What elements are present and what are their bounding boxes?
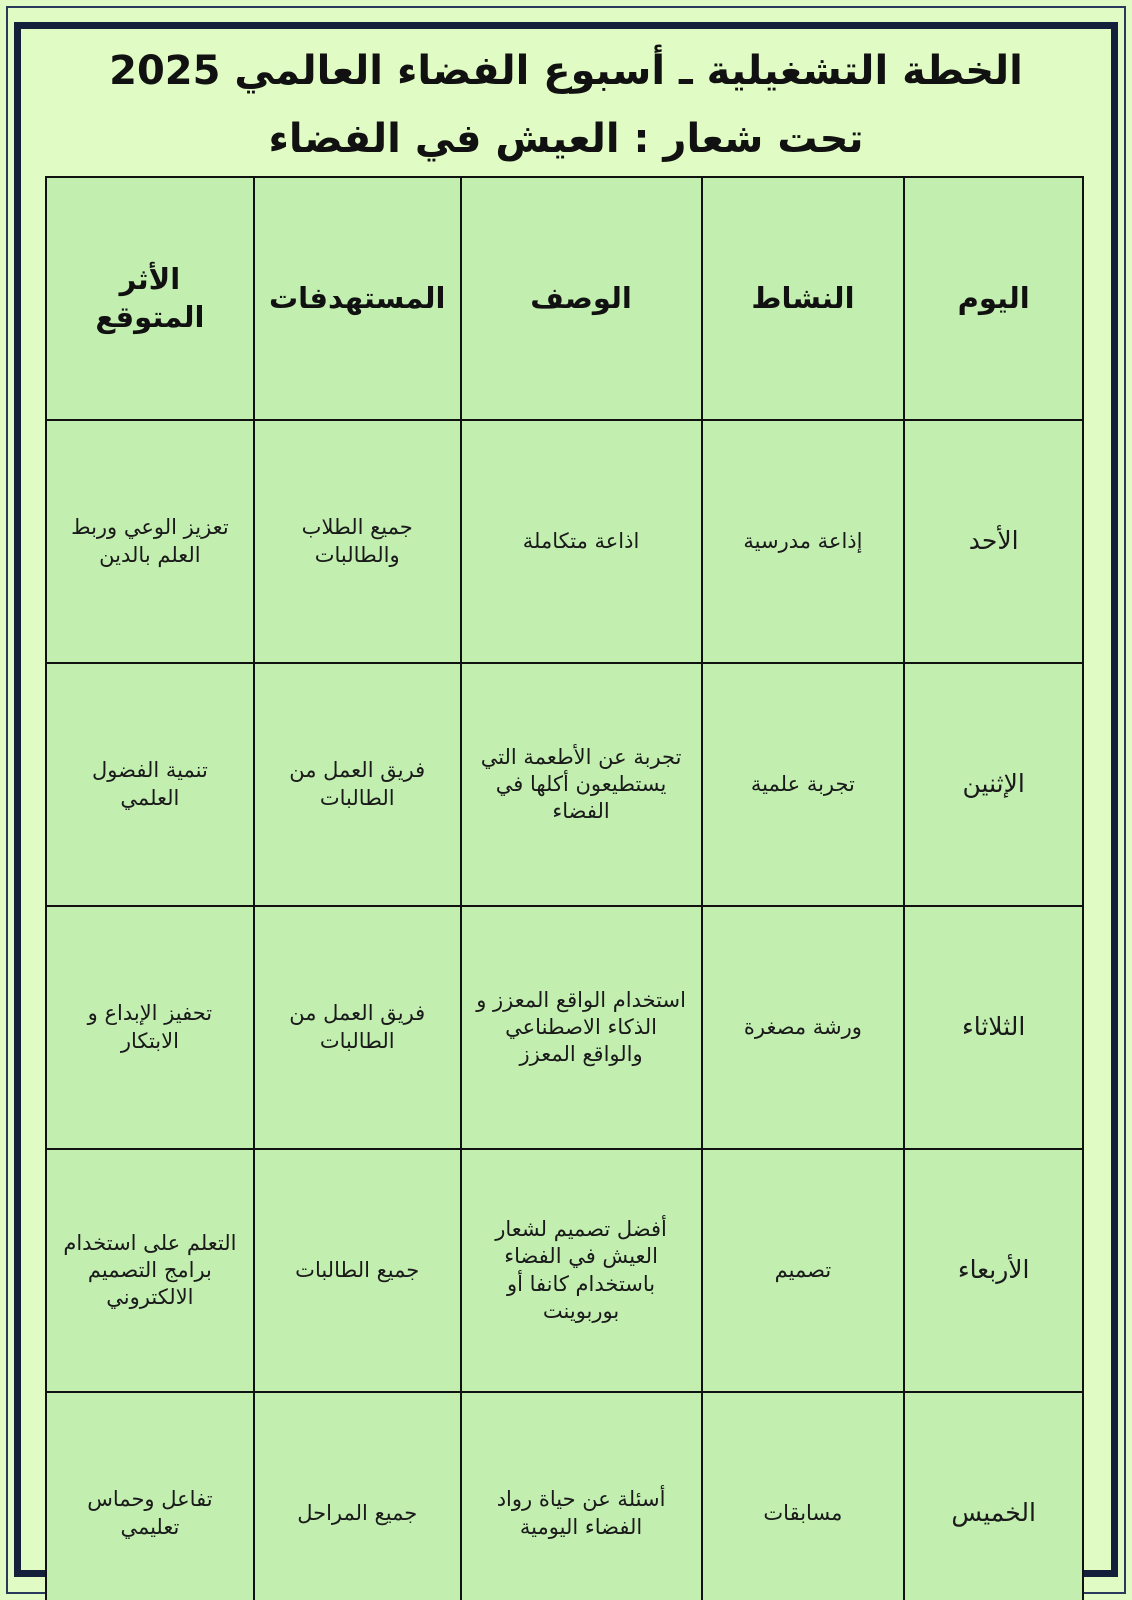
column-header-day: اليوم [904, 177, 1083, 420]
cell-activity: إذاعة مدرسية [702, 420, 905, 663]
table-row [46, 906, 1083, 1149]
cell-impact: التعلم على استخدام برامج التصميم الالكتروني [46, 1149, 254, 1392]
cell-day: الخميس [904, 1392, 1083, 1600]
column-header-activity: النشاط [702, 177, 905, 420]
cell-description: أسئلة عن حياة رواد الفضاء اليومية [461, 1392, 702, 1600]
cell-description: استخدام الواقع المعزز و الذكاء الاصطناعي والواقع المعزز [461, 906, 702, 1149]
table-row [46, 1149, 1083, 1392]
cell-day: الثلاثاء [904, 906, 1083, 1149]
cell-description: اذاعة متكاملة [461, 420, 702, 663]
cell-impact: تعزيز الوعي وربط العلم بالدين [46, 420, 254, 663]
cell-target: جميع المراحل [254, 1392, 461, 1600]
cell-day: الأربعاء [904, 1149, 1083, 1392]
cell-description: تجربة عن الأطعمة التي يستطيعون أكلها في الفضاء [461, 663, 702, 906]
column-header-target: المستهدفات [254, 177, 461, 420]
cell-activity: تصميم [702, 1149, 905, 1392]
page-title: الخطة التشغيلية ـ أسبوع الفضاء العالمي 2025 [109, 48, 1023, 94]
column-header-impact: الأثر المتوقع [46, 177, 254, 420]
cell-description: أفضل تصميم لشعار العيش في الفضاء باستخدام كانفا أو بوربوينت [461, 1149, 702, 1392]
cell-day: الأحد [904, 420, 1083, 663]
table-row [46, 420, 1083, 663]
cell-day: الإثنين [904, 663, 1083, 906]
table-row [46, 1392, 1083, 1600]
table-row [46, 663, 1083, 906]
cell-target: جميع الطالبات [254, 1149, 461, 1392]
page-subtitle: تحت شعار : العيش في الفضاء [268, 116, 864, 162]
cell-activity: مسابقات [702, 1392, 905, 1600]
cell-activity: تجربة علمية [702, 663, 905, 906]
cell-impact: تفاعل وحماس تعليمي [46, 1392, 254, 1600]
cell-target: فريق العمل من الطالبات [254, 906, 461, 1149]
cell-target: فريق العمل من الطالبات [254, 663, 461, 906]
cell-activity: ورشة مصغرة [702, 906, 905, 1149]
column-header-description: الوصف [461, 177, 702, 420]
cell-target: جميع الطلاب والطالبات [254, 420, 461, 663]
cell-impact: تحفيز الإبداع و الابتكار [46, 906, 254, 1149]
plan-table [45, 176, 1084, 1600]
table-header-row [46, 177, 1083, 420]
cell-impact: تنمية الفضول العلمي [46, 663, 254, 906]
